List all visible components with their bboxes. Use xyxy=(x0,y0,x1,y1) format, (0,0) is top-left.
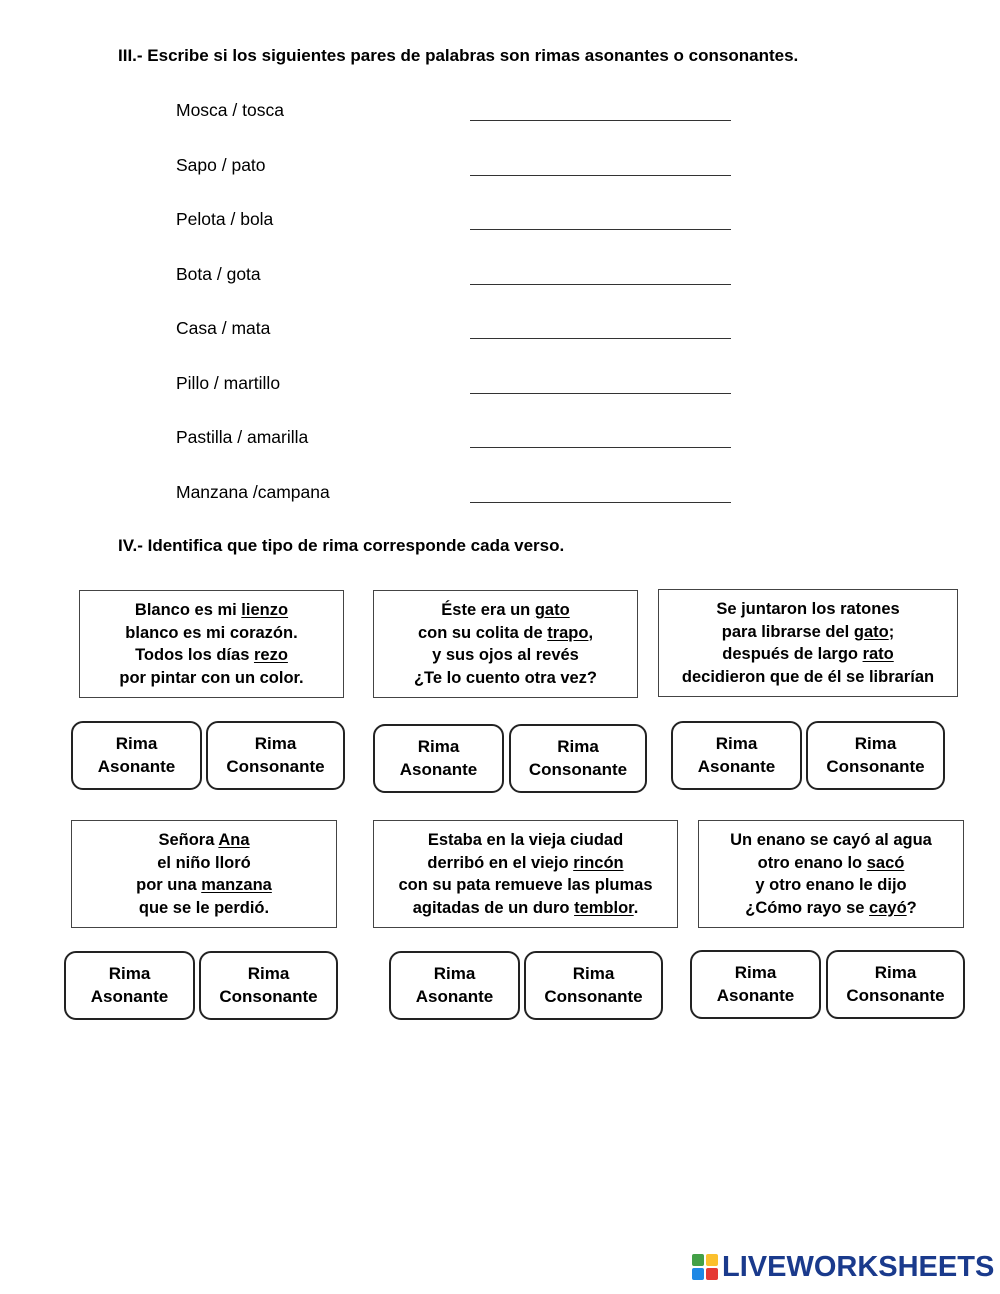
rhyme-word: gato xyxy=(853,622,889,641)
option-label-line: Consonante xyxy=(219,986,318,1006)
verse-text: decidieron que de él se librarían xyxy=(681,667,935,686)
option-label-line: Rima xyxy=(247,964,290,983)
rhyme-word: sacó xyxy=(866,853,905,872)
verse-text: ; xyxy=(888,622,895,641)
rhyme-answer-field[interactable] xyxy=(470,423,731,448)
rhyme-answer-field[interactable] xyxy=(470,205,731,230)
rhyme-answer-field[interactable] xyxy=(470,96,731,121)
verse-line xyxy=(80,667,343,690)
verse-line xyxy=(72,829,336,852)
rima-consonante-button[interactable] xyxy=(826,950,965,1019)
rima-consonante-button[interactable] xyxy=(199,951,338,1020)
liveworksheets-logo-text: LIVEWORKSHEETS xyxy=(722,1250,995,1283)
verse-text: con su pata remueve las plumas xyxy=(398,876,653,894)
rima-asonante-button[interactable] xyxy=(690,950,821,1019)
verse-box xyxy=(71,820,337,928)
verse-text: , xyxy=(588,623,594,642)
option-label-line: Rima xyxy=(433,964,476,983)
verse-text: agitadas de un duro xyxy=(412,898,575,917)
option-label-line: Rima xyxy=(874,963,917,982)
option-label-line: Consonante xyxy=(226,756,325,776)
rhyme-pair-label: Mosca / tosca xyxy=(176,100,284,120)
rhyme-word: gato xyxy=(534,601,570,619)
verse-box xyxy=(373,820,678,928)
verse-line xyxy=(374,852,677,875)
liveworksheets-logo-icon xyxy=(692,1254,718,1280)
verse-line xyxy=(374,897,677,920)
verse-text: Se juntaron los ratones xyxy=(716,600,900,618)
option-label-line: Asonante xyxy=(415,986,494,1006)
rhyme-word: lienzo xyxy=(241,601,289,619)
verse-text: blanco es mi corazón. xyxy=(125,623,298,642)
option-label-line: Consonante xyxy=(528,759,628,779)
verse-text: . xyxy=(633,898,639,917)
option-label-line: Consonante xyxy=(846,985,945,1005)
option-label-line: Asonante xyxy=(697,756,776,776)
verse-line xyxy=(699,897,963,920)
rhyme-word: trapo xyxy=(547,623,589,642)
verse-text: Un enano se cayó al agua xyxy=(730,831,932,849)
option-label-line: Asonante xyxy=(90,986,169,1006)
rima-asonante-button[interactable] xyxy=(389,951,520,1020)
verse-line xyxy=(80,599,343,622)
option-label-line: Rima xyxy=(557,737,599,756)
option-label-line: Consonante xyxy=(826,756,925,776)
verse-text: por una xyxy=(136,876,202,894)
verse-line xyxy=(374,644,637,667)
rhyme-answer-field[interactable] xyxy=(470,369,731,394)
rhyme-pair-label: Manzana /campana xyxy=(176,482,330,502)
rhyme-pair-label: Casa / mata xyxy=(176,318,271,338)
verse-text: ¿Te lo cuento otra vez? xyxy=(413,668,598,687)
verse-text: Estaba en la vieja ciudad xyxy=(427,831,624,849)
verse-line xyxy=(80,622,343,645)
option-label-line: Rima xyxy=(417,737,460,756)
option-label-line: Asonante xyxy=(97,756,176,776)
rima-asonante-button[interactable] xyxy=(373,724,504,793)
rhyme-word: cayó xyxy=(869,898,907,917)
verse-line xyxy=(659,621,957,644)
rima-consonante-button[interactable] xyxy=(509,724,647,793)
rima-consonante-button[interactable] xyxy=(806,721,945,790)
rhyme-answer-field[interactable] xyxy=(470,478,731,503)
verse-box xyxy=(658,589,958,697)
rhyme-word: rato xyxy=(862,645,894,663)
verse-line xyxy=(72,852,336,875)
rhyme-pair-label: Sapo / pato xyxy=(176,155,266,175)
option-label-line: Rima xyxy=(854,734,897,753)
verse-line xyxy=(659,643,957,666)
rhyme-answer-field[interactable] xyxy=(470,314,731,339)
rima-asonante-button[interactable] xyxy=(671,721,802,790)
option-label-line: Rima xyxy=(715,734,758,753)
verse-text: Señora xyxy=(158,831,219,849)
verse-line xyxy=(374,874,677,897)
option-label-line: Consonante xyxy=(544,986,643,1006)
rhyme-word: rezo xyxy=(253,646,288,664)
verse-text: derribó en el viejo xyxy=(427,853,574,872)
rhyme-word: Ana xyxy=(218,831,250,849)
verse-text: para librarse del xyxy=(721,622,854,641)
rhyme-word: rincón xyxy=(573,853,624,872)
verse-text: ¿Cómo rayo se xyxy=(745,898,870,917)
rima-asonante-button[interactable] xyxy=(64,951,195,1020)
rhyme-pair-label: Pelota / bola xyxy=(176,209,274,229)
option-label-line: Asonante xyxy=(716,985,795,1005)
verse-line xyxy=(72,874,336,897)
verse-text: Todos los días xyxy=(135,646,254,664)
rhyme-answer-field[interactable] xyxy=(470,260,731,285)
verse-text: que se le perdió. xyxy=(138,898,270,917)
rhyme-word: temblor xyxy=(574,898,634,917)
verse-line xyxy=(374,622,637,645)
section-3-title: III.- Escribe si los siguientes pares de palabras son rimas asonantes o consonantes. xyxy=(118,46,799,65)
rima-consonante-button[interactable] xyxy=(206,721,345,790)
verse-line xyxy=(80,644,343,667)
section-4-title: IV.- Identifica que tipo de rima corresponde cada verso. xyxy=(118,536,565,555)
verse-text: Blanco es mi xyxy=(134,601,242,619)
option-label-line: Asonante xyxy=(399,759,478,779)
rima-asonante-button[interactable] xyxy=(71,721,202,790)
verse-text: ? xyxy=(906,898,917,917)
verse-line xyxy=(659,666,957,689)
rhyme-answer-field[interactable] xyxy=(470,151,731,176)
verse-text: Éste era un xyxy=(441,601,535,619)
verse-text: el niño lloró xyxy=(157,853,251,872)
verse-text: por pintar con un color. xyxy=(119,668,304,687)
verse-box xyxy=(698,820,964,928)
verse-line xyxy=(72,897,336,920)
verse-line xyxy=(699,852,963,875)
verse-text: con su colita de xyxy=(417,623,548,642)
verse-line xyxy=(374,829,677,852)
option-label-line: Rima xyxy=(734,963,777,982)
option-label-line: Rima xyxy=(115,734,158,753)
verse-text: y otro enano le dijo xyxy=(755,876,907,894)
option-label-line: Rima xyxy=(108,964,151,983)
verse-text: después de largo xyxy=(722,645,863,663)
verse-line xyxy=(374,667,637,690)
rhyme-pair-label: Bota / gota xyxy=(176,264,261,284)
liveworksheets-logo xyxy=(692,1251,994,1283)
verse-line xyxy=(659,598,957,621)
verse-line xyxy=(374,599,637,622)
verse-line xyxy=(699,829,963,852)
verse-box xyxy=(373,590,638,698)
rhyme-word: manzana xyxy=(201,876,272,894)
verse-text: y sus ojos al revés xyxy=(432,646,579,664)
verse-text: otro enano lo xyxy=(757,853,867,872)
rhyme-pair-label: Pastilla / amarilla xyxy=(176,427,309,447)
option-label-line: Rima xyxy=(572,964,615,983)
rima-consonante-button[interactable] xyxy=(524,951,663,1020)
verse-line xyxy=(699,874,963,897)
verse-box xyxy=(79,590,344,698)
option-label-line: Rima xyxy=(254,734,297,753)
rhyme-pair-label: Pillo / martillo xyxy=(176,373,281,393)
